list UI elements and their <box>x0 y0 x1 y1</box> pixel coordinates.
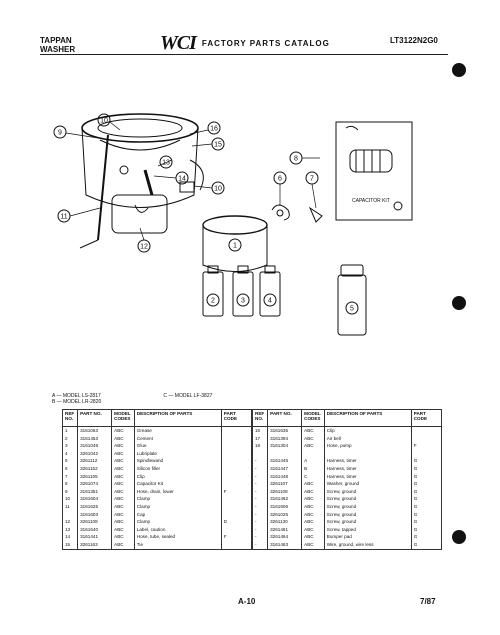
table-row <box>253 442 442 450</box>
legend-model-b: B — MODEL LR-2820 <box>52 399 102 405</box>
column-header: PART CODE <box>221 410 251 427</box>
cell-desc: Screw, ground <box>324 511 411 519</box>
cell-part: 3161351 <box>78 488 112 496</box>
column-header: DESCRIPTION OF PARTS <box>134 410 221 427</box>
cell-code: F <box>221 533 251 541</box>
cell-ref: 16 <box>253 427 268 435</box>
cell-ref: - <box>253 518 268 526</box>
legend-model-c: C — MODEL LF-3827 <box>163 393 213 399</box>
table-row <box>253 473 442 481</box>
clip-parts-illustration <box>272 205 322 222</box>
column-header: REF NO. <box>63 410 78 427</box>
cell-codes: ABC <box>112 503 135 511</box>
cell-desc: Harness, timer <box>324 465 411 473</box>
callout-label: 7 <box>310 175 314 183</box>
table-row <box>63 427 252 435</box>
brand-block <box>40 36 75 54</box>
cell-code <box>411 435 441 443</box>
column-header: PART NO. <box>268 410 302 427</box>
cell-code <box>221 450 251 458</box>
cell-code <box>221 480 251 488</box>
cell-part: 3261042 <box>78 450 112 458</box>
table-row <box>63 526 252 534</box>
cell-ref: 10 <box>63 495 78 503</box>
cell-code: G <box>411 457 441 465</box>
cell-desc: Screw, ground <box>324 495 411 503</box>
cell-desc: Washer, ground <box>324 480 411 488</box>
cell-codes: ABC <box>112 480 135 488</box>
cell-part: 3161625 <box>78 503 112 511</box>
parts-table-left <box>62 409 252 550</box>
cell-part: 3161604 <box>78 495 112 503</box>
callout-label: 10 <box>100 117 108 125</box>
cell-desc: Clamp <box>134 503 221 511</box>
cell-code: G <box>411 495 441 503</box>
table-row <box>63 442 252 450</box>
page-number: A-10 <box>238 597 256 606</box>
cell-desc: Clip <box>134 473 221 481</box>
table-row <box>253 503 442 511</box>
cell-code <box>411 450 441 458</box>
cell-part: 3161640 <box>78 526 112 534</box>
cell-codes: ABC <box>112 442 135 450</box>
cell-part: 3161463 <box>268 541 302 549</box>
cell-desc: Silicon filler <box>134 465 221 473</box>
table-row <box>253 435 442 443</box>
cell-code <box>221 526 251 534</box>
cell-ref: - <box>253 533 268 541</box>
cell-desc <box>324 450 411 458</box>
wci-logo: WCI <box>160 32 196 54</box>
cell-desc: Lubriplate <box>134 450 221 458</box>
cell-desc: Screw, ground <box>324 488 411 496</box>
cell-codes: ABC <box>302 503 325 511</box>
cell-codes: ABC <box>302 442 325 450</box>
parts-diagram <box>40 100 450 385</box>
capacitor-kit-illustration <box>336 122 412 220</box>
cell-code: D <box>221 518 251 526</box>
table-row <box>63 457 252 465</box>
cell-codes: C <box>302 473 325 481</box>
cell-part <box>268 450 302 458</box>
table-row <box>253 518 442 526</box>
header-rule <box>40 54 448 55</box>
callout-label: 8 <box>294 155 298 163</box>
product-name: WASHER <box>40 45 76 54</box>
cell-part: 3161394 <box>268 435 302 443</box>
cell-ref: 13 <box>63 526 78 534</box>
column-header: REF NO. <box>253 410 268 427</box>
table-row <box>63 518 252 526</box>
cell-codes: ABC <box>112 457 135 465</box>
cell-code: G <box>411 503 441 511</box>
callout-label: 5 <box>350 305 354 313</box>
cell-part: 3161635 <box>268 427 302 435</box>
cell-codes: ABC <box>112 435 135 443</box>
binder-hole-icon <box>452 530 466 544</box>
cell-desc: Bumper pad <box>324 533 411 541</box>
table-row <box>63 435 252 443</box>
cell-part: 3161304 <box>268 442 302 450</box>
cell-desc: Clamp <box>134 518 221 526</box>
table-row <box>253 541 442 549</box>
cell-desc: Spindlewand <box>134 457 221 465</box>
cell-desc: Cement <box>134 435 221 443</box>
cell-code <box>221 435 251 443</box>
cell-part: 3161447 <box>268 465 302 473</box>
table-row <box>253 526 442 534</box>
cell-codes: ABC <box>112 488 135 496</box>
callout-label: 11 <box>60 213 68 221</box>
cell-part: 3261025 <box>268 511 302 519</box>
column-header: PART CODE <box>411 410 441 427</box>
cell-part: 3261112 <box>78 457 112 465</box>
cell-ref: 12 <box>63 518 78 526</box>
callout-label: 9 <box>58 129 62 137</box>
table-row <box>63 488 252 496</box>
cell-part: 3161462 <box>268 495 302 503</box>
callout-label: 10 <box>214 185 222 193</box>
cell-part: 3261464 <box>268 533 302 541</box>
cell-desc: Glue <box>134 442 221 450</box>
cell-ref: 2 <box>63 435 78 443</box>
cell-ref: - <box>253 488 268 496</box>
cell-codes: ABC <box>302 495 325 503</box>
cell-ref: 17 <box>253 435 268 443</box>
table-row <box>253 488 442 496</box>
cell-ref: - <box>253 473 268 481</box>
callout-label: 14 <box>178 175 186 183</box>
table-row <box>63 480 252 488</box>
cell-desc: Screw, ground <box>324 503 411 511</box>
cell-code <box>221 442 251 450</box>
cell-code <box>221 495 251 503</box>
cell-code: G <box>411 473 441 481</box>
cell-part: 3161048 <box>78 442 112 450</box>
cell-part: 3261074 <box>78 480 112 488</box>
cell-code: F <box>411 442 441 450</box>
table-row <box>63 473 252 481</box>
column-header: MODEL CODES <box>302 410 325 427</box>
cell-ref: - <box>253 480 268 488</box>
cell-codes: ABC <box>302 435 325 443</box>
cell-part: 3261105 <box>78 473 112 481</box>
cell-ref <box>63 511 78 519</box>
cell-code <box>221 473 251 481</box>
cell-code <box>221 541 251 549</box>
cell-desc: Hose, tube, sealed <box>134 533 221 541</box>
cell-desc: Grease <box>134 427 221 435</box>
cell-part: 3161606 <box>268 503 302 511</box>
cell-ref: 14 <box>63 533 78 541</box>
cell-desc: Tie <box>134 541 221 549</box>
cell-codes: ABC <box>112 533 135 541</box>
catalog-title: FACTORY PARTS CATALOG <box>201 38 330 48</box>
cell-codes: ABC <box>112 511 135 519</box>
cell-desc: Harness, timer <box>324 473 411 481</box>
cell-code: F <box>221 488 251 496</box>
cell-part: 3261152 <box>78 465 112 473</box>
cell-codes: ABC <box>112 495 135 503</box>
jar-illustration <box>338 265 366 335</box>
callout-label: 6 <box>278 175 282 183</box>
cell-code: G <box>411 518 441 526</box>
cell-desc: Air bell <box>324 435 411 443</box>
cell-part: 3261108 <box>78 518 112 526</box>
table-row <box>253 427 442 435</box>
cell-ref: 4 <box>63 450 78 458</box>
binder-hole-icon <box>452 63 466 77</box>
cell-desc: Capacitor Kit <box>134 480 221 488</box>
callout-label: 12 <box>140 243 148 251</box>
table-row <box>253 450 442 458</box>
table-row <box>63 503 252 511</box>
cell-codes: ABC <box>302 526 325 534</box>
cell-codes: ABC <box>112 450 135 458</box>
cell-codes: ABC <box>302 533 325 541</box>
cell-ref: 5 <box>63 457 78 465</box>
catalog-date: 7/87 <box>420 597 436 606</box>
cell-ref: 6 <box>63 465 78 473</box>
table-row <box>253 465 442 473</box>
cell-codes: ABC <box>112 526 135 534</box>
cell-ref: - <box>253 511 268 519</box>
cell-codes: ABC <box>302 518 325 526</box>
cell-codes: ABC <box>302 480 325 488</box>
cell-ref: 11 <box>63 503 78 511</box>
cell-part: 3161603 <box>78 511 112 519</box>
cell-code: G <box>411 533 441 541</box>
binder-hole-icon <box>452 296 466 310</box>
cell-part: 3261107 <box>268 480 302 488</box>
cell-part: 3161445 <box>268 457 302 465</box>
cell-codes: ABC <box>112 465 135 473</box>
cell-desc: Screw, tapped <box>324 526 411 534</box>
cell-ref: 3 <box>63 442 78 450</box>
table-row <box>63 511 252 519</box>
capacitor-kit-label: CAPACITOR KIT <box>352 198 390 204</box>
cell-code <box>221 511 251 519</box>
cell-code: G <box>411 541 441 549</box>
legend-model-a: A — MODEL LS-2817 <box>52 393 101 399</box>
cell-desc: Wire, ground, wire less <box>324 541 411 549</box>
cell-part: 3161453 <box>78 435 112 443</box>
cell-code <box>221 427 251 435</box>
brand-name: TAPPAN <box>40 36 72 45</box>
cell-ref: 1 <box>63 427 78 435</box>
cell-code: G <box>411 511 441 519</box>
cell-codes: ABC <box>112 427 135 435</box>
table-row <box>253 533 442 541</box>
cell-codes: B <box>302 465 325 473</box>
cell-code: G <box>411 526 441 534</box>
callout-label: 4 <box>268 297 272 305</box>
table-row <box>63 465 252 473</box>
cell-part: 3161063 <box>78 427 112 435</box>
cell-desc: Hose, pump <box>324 442 411 450</box>
cell-ref <box>253 450 268 458</box>
cell-codes: ABC <box>302 511 325 519</box>
cell-code: G <box>411 465 441 473</box>
callout-label: 3 <box>241 297 245 305</box>
column-header: PART NO. <box>78 410 112 427</box>
cell-ref: 9 <box>63 488 78 496</box>
cell-codes: ABC <box>302 541 325 549</box>
cell-ref: 8 <box>63 480 78 488</box>
cell-code <box>411 427 441 435</box>
cell-desc: Screw, ground <box>324 518 411 526</box>
cell-codes: ABC <box>302 488 325 496</box>
model-number: LT3122N2G0 <box>390 36 438 45</box>
cell-code: G <box>411 480 441 488</box>
table-row <box>253 511 442 519</box>
cell-desc: Clamp <box>134 495 221 503</box>
cell-code <box>221 503 251 511</box>
cell-codes: ABC <box>112 473 135 481</box>
table-row <box>253 457 442 465</box>
cell-ref: 7 <box>63 473 78 481</box>
table-row <box>253 480 442 488</box>
cell-desc: Clip <box>324 427 411 435</box>
cell-part: 3161441 <box>78 533 112 541</box>
catalog-header <box>160 34 330 52</box>
cell-code <box>221 457 251 465</box>
column-header: MODEL CODES <box>112 410 135 427</box>
callout-label: 15 <box>214 141 222 149</box>
cell-codes: ABC <box>302 427 325 435</box>
cell-code: G <box>411 488 441 496</box>
cell-codes: ABC <box>112 541 135 549</box>
cell-desc: Label, caution <box>134 526 221 534</box>
cell-codes <box>302 450 325 458</box>
cell-ref: - <box>253 495 268 503</box>
table-row <box>63 450 252 458</box>
cell-part: 3261461 <box>268 526 302 534</box>
cell-part: 3261108 <box>268 488 302 496</box>
cell-ref: - <box>253 503 268 511</box>
cell-ref: 18 <box>253 442 268 450</box>
cell-ref: - <box>253 465 268 473</box>
column-header: DESCRIPTION OF PARTS <box>324 410 411 427</box>
callout-label: 13 <box>162 159 170 167</box>
cell-desc: Cap <box>134 511 221 519</box>
table-row <box>253 495 442 503</box>
table-row <box>63 533 252 541</box>
cell-ref: - <box>253 457 268 465</box>
cell-part: 3261163 <box>78 541 112 549</box>
callout-label: 1 <box>233 242 237 250</box>
cell-part: 3161448 <box>268 473 302 481</box>
cell-ref: - <box>253 526 268 534</box>
parts-table-right <box>252 409 442 550</box>
callout-label: 16 <box>210 125 218 133</box>
cell-desc: Hose, drain, lower <box>134 488 221 496</box>
model-legend <box>52 393 212 405</box>
cell-code <box>221 465 251 473</box>
cell-ref: 15 <box>63 541 78 549</box>
cell-codes: ABC <box>112 518 135 526</box>
cell-codes: A <box>302 457 325 465</box>
cell-ref: - <box>253 541 268 549</box>
callout-label: 2 <box>211 297 215 305</box>
table-row <box>63 541 252 549</box>
cell-desc: Harness, timer <box>324 457 411 465</box>
bottles-illustration <box>203 266 280 316</box>
table-row <box>63 495 252 503</box>
cell-part: 3261130 <box>268 518 302 526</box>
